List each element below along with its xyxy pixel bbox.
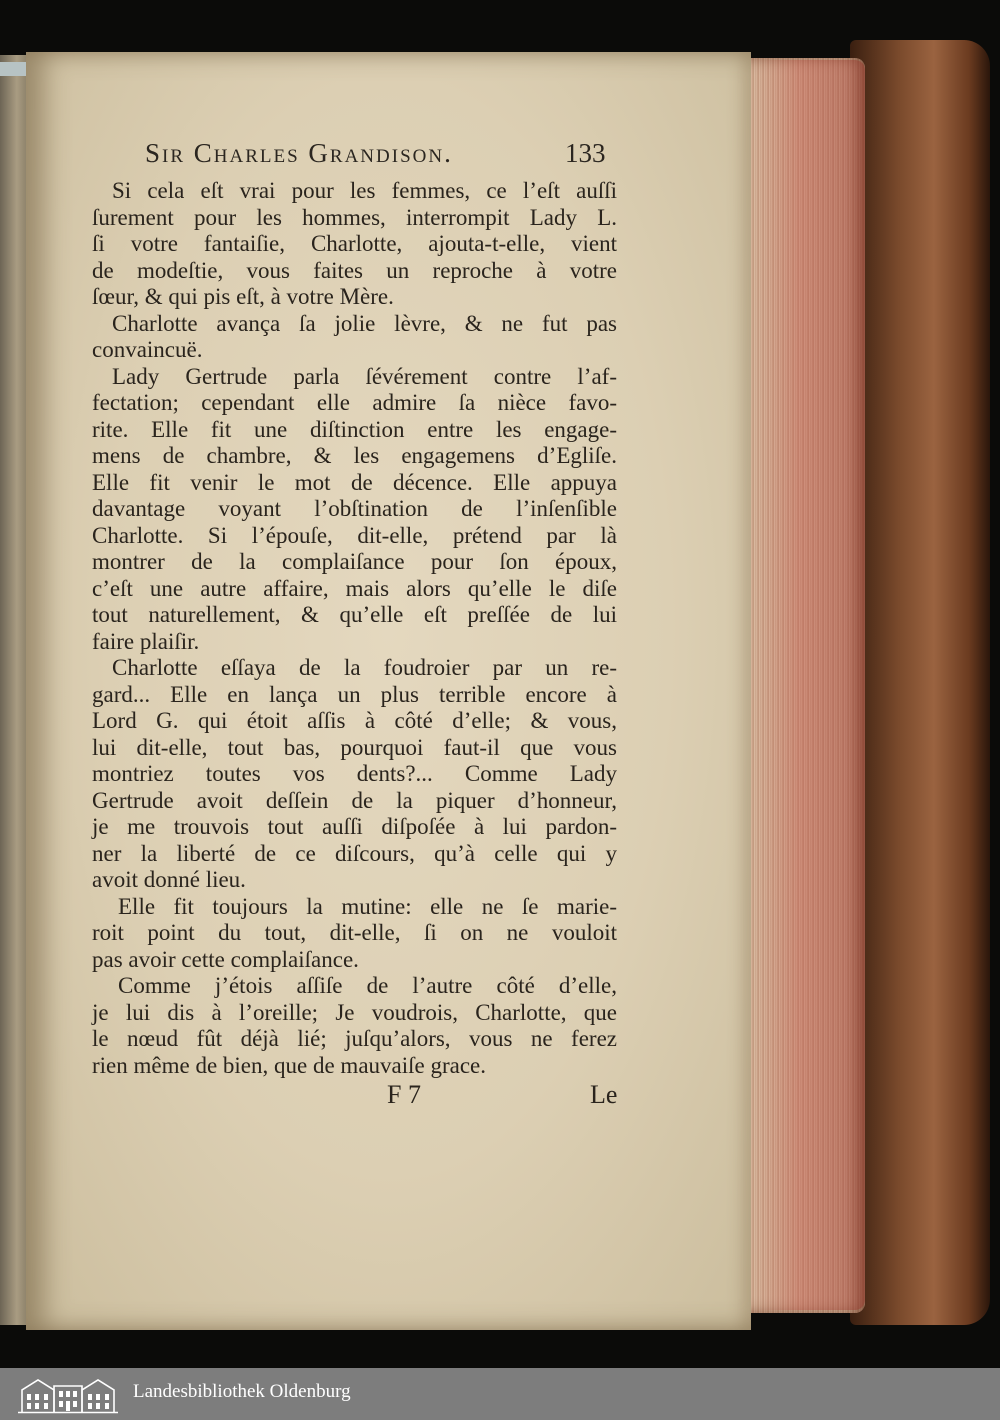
text-line: je lui dis à l’oreille; Je voudrois, Charlotte, que — [92, 999, 617, 1025]
library-bar — [0, 1368, 1000, 1420]
page-footer — [92, 1080, 622, 1120]
text-line: tout naturellement, & qu’elle eſt preſſée de lui — [92, 602, 617, 627]
text-line: le nœud fût déjà lié; juſqu’alors, vous ne ferez — [92, 1026, 617, 1051]
text-line: Elle fit toujours la mutine: elle ne ſe marie- — [118, 893, 617, 919]
page-edges-tint — [755, 60, 865, 1310]
library-building-icon — [18, 1376, 118, 1414]
book-cover — [850, 40, 990, 1325]
page-text — [92, 178, 617, 1079]
text-line: Elle fit venir le mot de décence. Elle appuya — [92, 469, 617, 495]
text-line: rite. Elle fit une diſtinction entre les engage- — [92, 416, 617, 442]
text-line: fectation; cependant elle admire ſa nièce favo- — [92, 390, 617, 415]
page-number: 133 — [565, 138, 606, 168]
text-line: faire plaiſir. — [92, 628, 200, 654]
text-line: montriez toutes vos dents?... Comme Lady — [92, 761, 617, 786]
text-line: ſœur, & qui pis eſt, à votre Mère. — [92, 284, 394, 309]
left-page-edge — [0, 55, 28, 1325]
text-line: Charlotte. Si l’épouſe, dit-elle, prétend par là — [92, 522, 617, 548]
text-line: pas avoir cette complaiſance. — [92, 946, 359, 972]
text-line: avoit donné lieu. — [92, 867, 246, 892]
text-line: gard... Elle en lança un plus terrible encore à — [92, 681, 617, 707]
text-line: ſurement pour les hommes, interrompit Lady L. — [92, 204, 617, 230]
text-line: mens de chambre, & les engagemens d’Egliſe. — [92, 443, 617, 468]
text-line: Lord G. qui étoit aſſis à côté d’elle; & vous, — [92, 708, 617, 733]
text-line: de modeſtie, vous faites un reproche à votre — [92, 257, 617, 283]
text-line: convaincuë. — [92, 337, 203, 362]
text-line: Charlotte avança ſa jolie lèvre, & ne fut pas — [112, 310, 617, 336]
text-line: Charlotte eſſaya de la foudroier par un re- — [112, 655, 617, 680]
text-line: Gertrude avoit deſſein de la piquer d’honneur, — [92, 787, 617, 813]
library-name: Landesbibliothek Oldenburg — [133, 1381, 351, 1402]
signature-mark: F 7 — [387, 1080, 421, 1109]
text-line: lui dit-elle, tout bas, pourquoi faut-il que vous — [92, 734, 617, 760]
text-line: rien même de bien, que de mauvaiſe grace. — [92, 1052, 487, 1078]
text-line: ſi votre fantaiſie, Charlotte, ajouta-t-elle, vient — [92, 231, 617, 256]
text-line: Comme j’étois aſſiſe de l’autre côté d’elle, — [118, 973, 617, 998]
text-line: davantage voyant l’obſtination de l’inſenſible — [92, 496, 617, 521]
text-line: montrer de la complaiſance pour ſon époux, — [92, 549, 617, 574]
text-line: ner la liberté de ce diſcours, qu’à celle qui y — [92, 840, 617, 866]
text-line: je me trouvois tout auſſi diſpoſée à lui pardon- — [92, 814, 617, 839]
text-line: Lady Gertrude parla ſévérement contre l’af- — [112, 363, 617, 389]
text-line: Si cela eſt vrai pour les femmes, ce l’eſt auſſi — [112, 178, 617, 203]
running-header — [140, 138, 620, 178]
text-line: roit point du tout, dit-elle, ſi on ne vouloit — [92, 920, 617, 945]
running-title: Sir Charles Grandison. — [145, 138, 453, 168]
text-line: c’eſt une autre affaire, mais alors qu’elle le diſe — [92, 575, 617, 601]
catchword: Le — [590, 1080, 618, 1109]
